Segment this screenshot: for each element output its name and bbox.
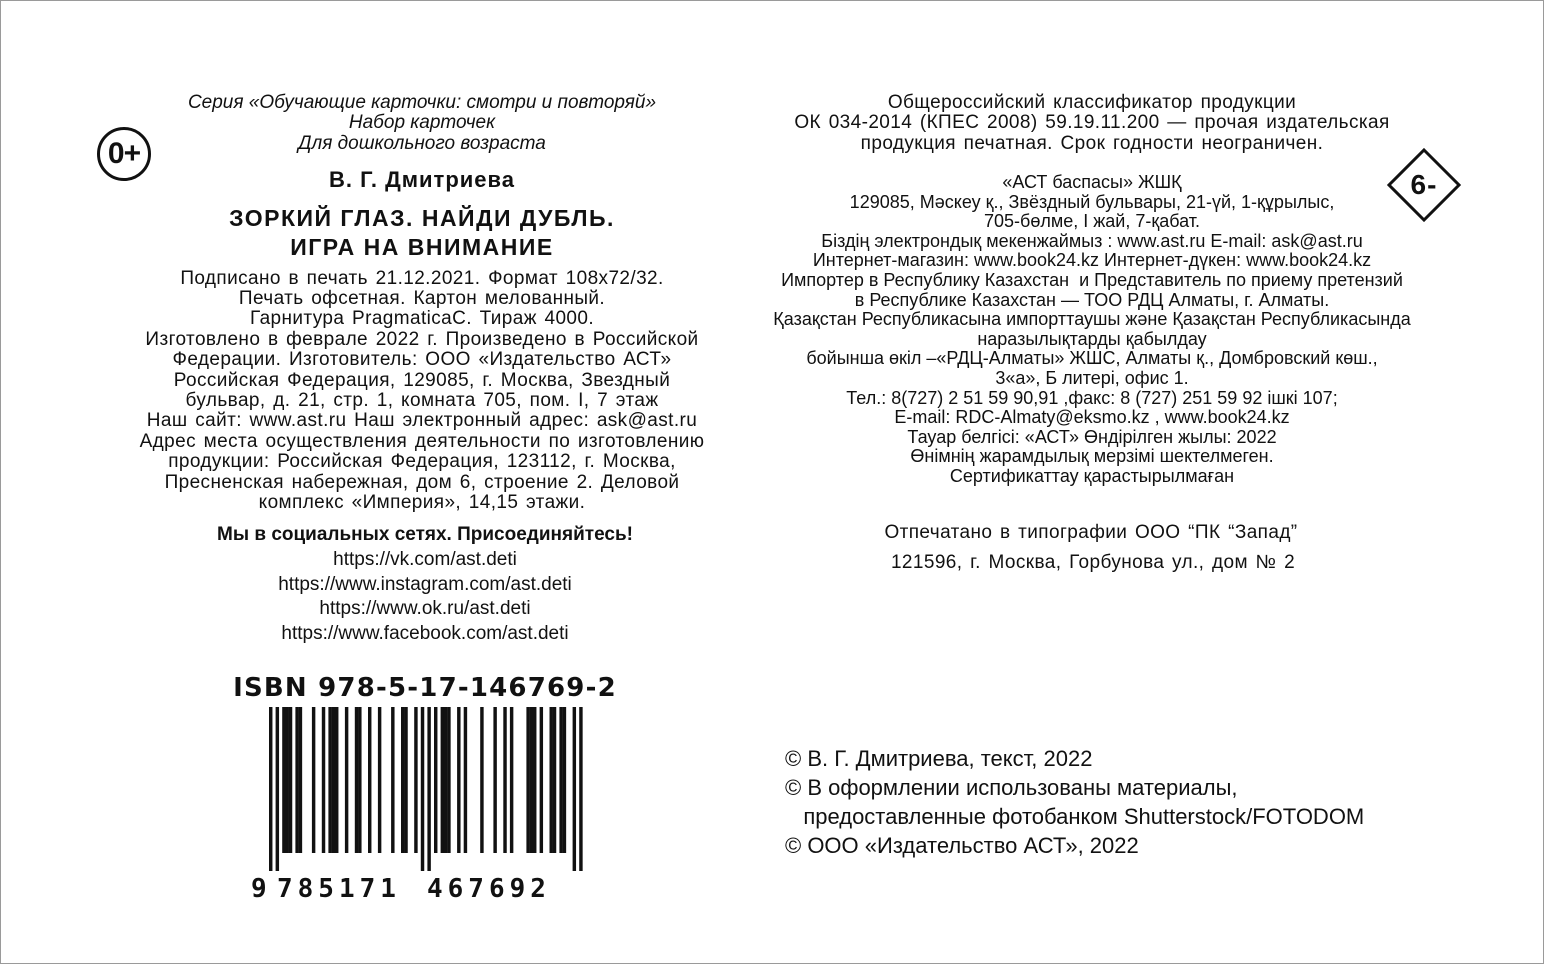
barcode-bar — [441, 707, 444, 853]
kz-line: наразылықтарды қабылдау — [977, 329, 1207, 349]
barcode-bar — [276, 707, 279, 871]
kz-line: Импортер в Республику Казахстан и Представитель по приему претензий — [781, 270, 1403, 290]
barcode-bar — [480, 707, 483, 853]
copyright-line: © В оформлении использованы материалы, — [785, 775, 1238, 800]
barcode-bar — [404, 707, 407, 853]
barcode-bar — [335, 707, 338, 853]
barcode-bar — [401, 707, 404, 853]
barcode-bar — [579, 707, 582, 871]
copyright-line: предоставленные фотобанком Shutterstock/FOTODOM — [785, 804, 1365, 829]
kz-line: 705-бөлме, I жай, 7-қабат. — [984, 211, 1200, 231]
copyright-line: © ООО «Издательство АСТ», 2022 — [785, 833, 1139, 858]
barcode-bar — [530, 707, 533, 853]
barcode-digits-left: 785171 — [277, 874, 401, 904]
barcode-bar — [573, 707, 576, 871]
kz-line: Тауар белгісі: «АСТ» Өндірілген жылы: 2022 — [907, 427, 1277, 447]
age-rating-label: 6- — [1410, 169, 1438, 200]
barcode-bar — [553, 707, 556, 853]
social-link-vk[interactable]: https://vk.com/ast.deti — [333, 549, 517, 570]
kz-line: «АСТ баспасы» ЖШҚ — [1002, 172, 1182, 192]
imprint-line: бульвар, д. 21, стр. 1, комната 705, пом. I, 7 этаж — [185, 390, 659, 411]
printed-by-line: 121596, г. Москва, Горбунова ул., дом № 2 — [890, 552, 1296, 573]
barcode-bar — [269, 707, 272, 871]
classifier-line: продукция печатная. Срок годности неограничен. — [860, 133, 1324, 154]
author: В. Г. Дмитриева — [329, 167, 515, 192]
social-link-instagram[interactable]: https://www.instagram.com/ast.deti — [278, 574, 572, 595]
barcode-bar — [559, 707, 562, 853]
barcode-bar — [533, 707, 536, 853]
barcode-bar — [427, 707, 430, 871]
age-rating-label: 0+ — [107, 137, 141, 170]
kz-line: Қазақстан Республикасына импорттаушы және Қазақстан Республикасында — [773, 309, 1411, 329]
barcode-digits-right: 467692 — [427, 874, 551, 904]
imprint-line: Российская Федерация, 129085, г. Москва, Звездный — [173, 370, 671, 391]
classifier-line: ОК 034-2014 (КПЕС 2008) 59.19.11.200 — прочая издательская — [794, 112, 1390, 133]
book-title-line: ИГРА НА ВНИМАНИЕ — [290, 234, 554, 260]
imprint-line: Адрес места осуществления деятельности по изготовлению — [139, 431, 705, 452]
barcode-bar — [295, 707, 298, 853]
classifier-line: Общероссийский классификатор продукции — [887, 92, 1297, 113]
barcode — [269, 707, 585, 871]
copyright-line: © В. Г. Дмитриева, текст, 2022 — [785, 746, 1093, 771]
barcode-bar — [457, 707, 460, 853]
barcode-digit-first: 9 — [251, 874, 267, 904]
kz-line: Сертификаттау қарастырылмаған — [949, 466, 1235, 486]
social-link-ok[interactable]: https://www.ok.ru/ast.deti — [319, 598, 531, 619]
barcode-bar — [345, 707, 348, 853]
kz-line: Тел.: 8(727) 2 51 59 90,91 ,факс: 8 (727) 251 59 92 ішкі 107; — [846, 388, 1338, 408]
barcode-bar — [328, 707, 331, 853]
barcode-bar — [550, 707, 553, 853]
kz-line: 129085, Мәскеу қ., Звёздный бульвары, 21-үй, 1-құрылыс, — [849, 192, 1335, 212]
barcode-bar — [368, 707, 371, 853]
barcode-bar — [391, 707, 394, 853]
series-line: Для дошкольного возраста — [298, 133, 546, 154]
barcode-bar — [510, 707, 513, 853]
barcode-bar — [286, 707, 289, 853]
kz-line: бойынша өкіл –«РДЦ-Алматы» ЖШС, Алматы қ., Домбровский көш., — [806, 348, 1378, 368]
imprint-line: Гарнитура PragmaticaC. Тираж 4000. — [249, 308, 595, 329]
kz-line: E-mail: RDC-Almaty@eksmo.kz , www.book24.kz — [894, 407, 1290, 427]
barcode-bar — [312, 707, 315, 853]
social-link-facebook[interactable]: https://www.facebook.com/ast.deti — [281, 623, 569, 644]
barcode-bar — [299, 707, 302, 853]
isbn-label: ISBN 978-5-17-146769-2 — [233, 673, 617, 703]
kz-line: в Республике Казахстан — ТОО РДЦ Алматы, г. Алматы. — [854, 290, 1330, 310]
imprint-line: продукции: Российская Федерация, 123112, г. Москва, — [168, 451, 676, 472]
series-line: Серия «Обучающие карточки: смотри и повторяй» — [187, 92, 657, 113]
barcode-bar — [282, 707, 285, 853]
series-line: Набор карточек — [348, 112, 496, 133]
kz-line: 3«а», Б литері, офис 1. — [995, 368, 1189, 388]
barcode-bar — [378, 707, 381, 853]
barcode-bar — [332, 707, 335, 853]
kz-line: Өнімнің жарамдылық мерзімі шектелмеген. — [910, 446, 1274, 466]
kz-line: Біздің электрондық мекенжаймыз : www.ast.ru E-mail: ask@ast.ru — [821, 231, 1363, 251]
age-rating-badge — [97, 127, 151, 181]
barcode-bar — [358, 707, 361, 853]
barcode-bar — [434, 707, 437, 853]
imprint-line: Подписано в печать 21.12.2021. Формат 108х72/32. — [180, 268, 664, 289]
imprint-line: Федерации. Изготовитель: ООО «Издательство АСТ» — [172, 349, 672, 370]
barcode-bar — [322, 707, 325, 853]
barcode-bar — [563, 707, 566, 853]
imprint-line: Изготовлено в феврале 2022 г. Произведено в Российской — [145, 329, 699, 350]
barcode-bar — [444, 707, 447, 853]
barcode-bar — [493, 707, 496, 853]
barcode-bar — [421, 707, 424, 871]
barcode-bar — [540, 707, 543, 853]
barcode-bar — [414, 707, 417, 853]
imprint-line: Печать офсетная. Картон мелованный. — [238, 288, 606, 309]
imprint-line: Пресненская набережная, дом 6, строение 2. Деловой — [164, 472, 680, 493]
kz-line: Интернет-магазин: www.book24.kz Интернет-дүкен: www.book24.kz — [812, 250, 1372, 270]
social-heading: Мы в социальных сетях. Присоединяйтесь! — [217, 524, 633, 545]
barcode-bar — [464, 707, 467, 853]
imprint-line: комплекс «Империя», 14,15 этажи. — [258, 492, 586, 513]
imprint-line: Наш сайт: www.ast.ru Наш электронный адрес: ask@ast.ru — [146, 410, 698, 431]
printed-by-line: Отпечатано в типографии ООО “ПК “Запад” — [884, 522, 1298, 543]
barcode-bar — [526, 707, 529, 853]
barcode-bar — [355, 707, 358, 853]
book-title-line: ЗОРКИЙ ГЛАЗ. НАЙДИ ДУБЛЬ. — [229, 205, 615, 231]
barcode-bar — [447, 707, 450, 853]
barcode-bar — [503, 707, 506, 853]
barcode-bar — [289, 707, 292, 853]
